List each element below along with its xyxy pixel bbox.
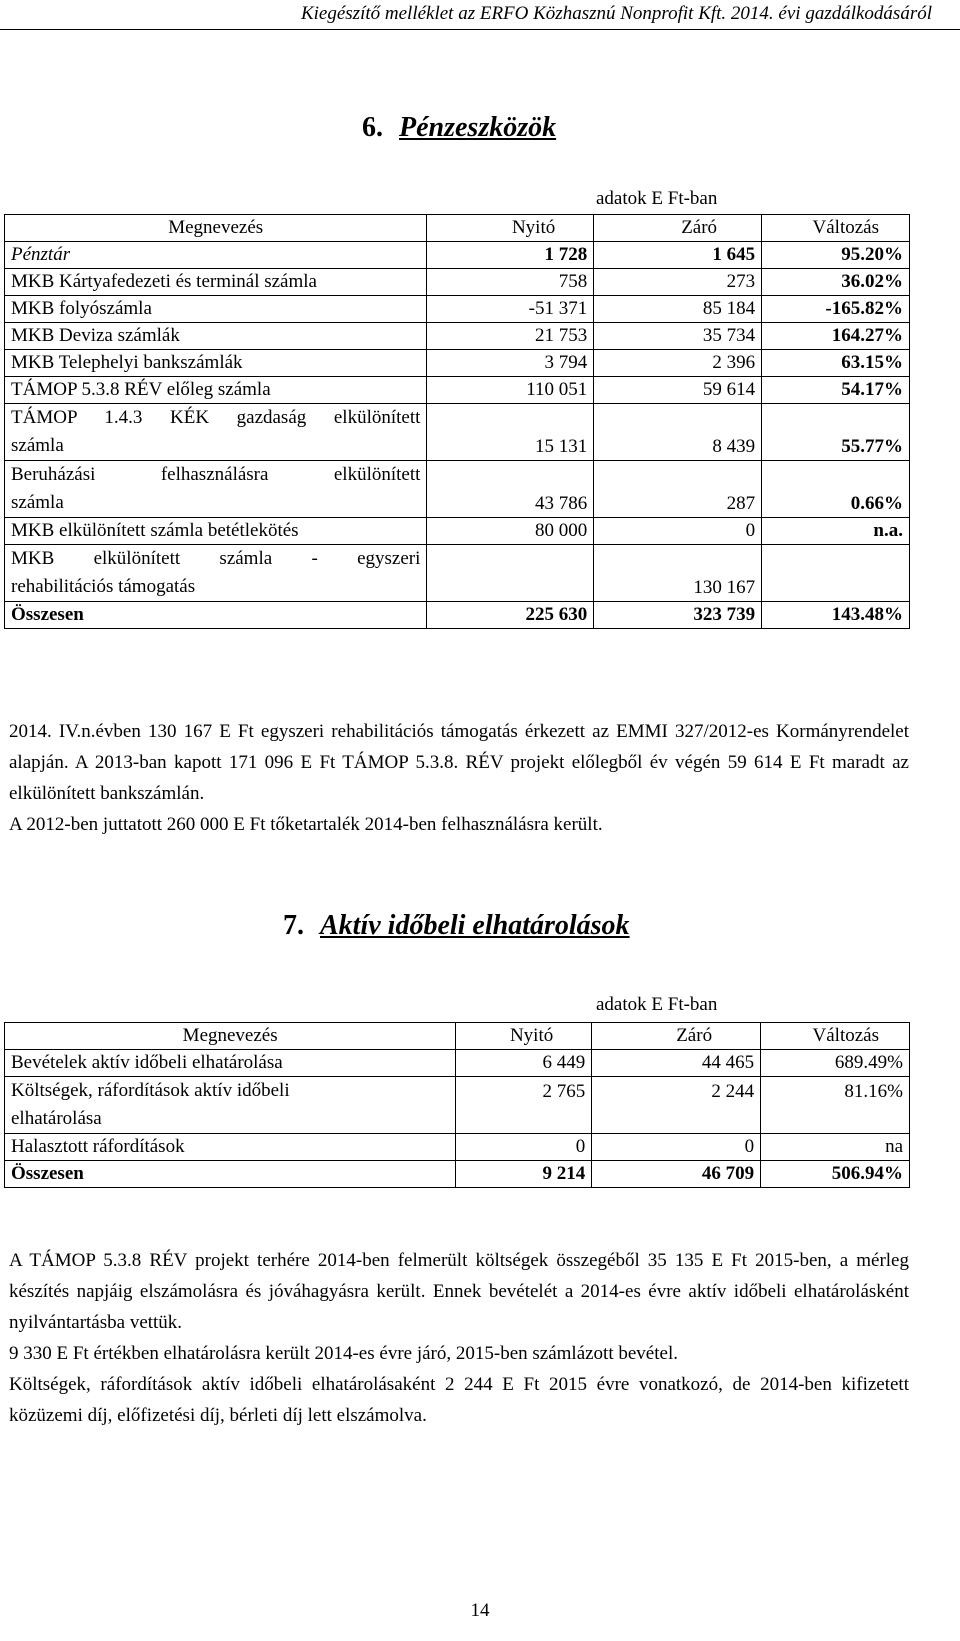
row-change: -165.82% — [762, 296, 910, 323]
table-header-row — [5, 215, 910, 242]
row-name-line1: Beruházási felhasználásra elkülönített — [11, 464, 421, 485]
table-row — [5, 518, 910, 545]
row-name: Halasztott ráfordítások — [5, 1134, 456, 1161]
section-6-note-2: A 2012-ben juttatott 260 000 E Ft tőketartalék 2014-ben felhasználásra került. — [9, 814, 603, 835]
table-total-row — [5, 1161, 910, 1188]
row-name-line1: Költségek, ráfordítások aktív időbeli — [11, 1080, 290, 1101]
row-close: 0 — [594, 518, 762, 545]
row-open: 6 449 — [456, 1050, 592, 1077]
table-row — [5, 323, 910, 350]
row-close: 85 184 — [594, 296, 762, 323]
row-close: 44 465 — [592, 1050, 761, 1077]
row-open — [427, 545, 594, 602]
row-close: 2 396 — [594, 350, 762, 377]
col-header-name: Megnevezés — [5, 1023, 456, 1050]
table-row — [5, 350, 910, 377]
row-name: MKB Deviza számlák — [5, 323, 427, 350]
row-name: Pénztár — [5, 242, 427, 269]
row-name-line1: MKB elkülönített számla - egyszeri — [11, 548, 421, 569]
table-total-row — [5, 602, 910, 629]
row-close: 273 — [594, 269, 762, 296]
row-open: -51 371 — [427, 296, 594, 323]
row-name-line2: elhatárolása — [11, 1108, 102, 1129]
page-number: 14 — [470, 1600, 490, 1621]
row-name: MKB folyószámla — [5, 296, 427, 323]
section-7-paragraph-1: A TÁMOP 5.3.8 RÉV projekt terhére 2014-ben felmerült költségek összegéből 35 135 E Ft 2015-ben, a mérleg készítés napjáig elszámolásra és jóváhagyásra került. Ennek bevételét a 2014-es évre aktív időbeli elhatárolásként nyilvántartásba vettük. — [9, 1250, 909, 1333]
total-open: 225 630 — [427, 602, 594, 629]
cash-table — [4, 214, 910, 629]
row-name: TÁMOP 5.3.8 RÉV előleg számla — [5, 377, 427, 404]
row-change: 95.20% — [762, 242, 910, 269]
accruals-table — [4, 1022, 910, 1188]
row-close: 287 — [594, 461, 762, 518]
row-change: 0.66% — [762, 461, 910, 518]
row-name — [5, 461, 427, 518]
row-change: 689.49% — [761, 1050, 910, 1077]
row-name — [5, 545, 427, 602]
col-header-close: Záró — [592, 1023, 761, 1050]
row-change: 81.16% — [761, 1077, 910, 1134]
row-open: 2 765 — [456, 1077, 592, 1134]
table-row — [5, 545, 910, 602]
row-name: Bevételek aktív időbeli elhatárolása — [5, 1050, 456, 1077]
page-header — [0, 0, 960, 30]
table-row — [5, 404, 910, 461]
row-name-line2: számla — [11, 492, 64, 513]
row-change: 63.15% — [762, 350, 910, 377]
section-7-heading: Aktív időbeli elhatárolások — [320, 910, 630, 941]
row-name: MKB Telephelyi bankszámlák — [5, 350, 427, 377]
table-row — [5, 269, 910, 296]
col-header-open: Nyitó — [456, 1023, 592, 1050]
row-change: na — [761, 1134, 910, 1161]
section-7-title — [283, 910, 630, 942]
section-6-unit: adatok E Ft-ban — [596, 188, 718, 209]
row-open: 80 000 — [427, 518, 594, 545]
row-name-line2: számla — [11, 435, 64, 456]
table-row — [5, 461, 910, 518]
row-open: 758 — [427, 269, 594, 296]
row-close: 8 439 — [594, 404, 762, 461]
row-open: 43 786 — [427, 461, 594, 518]
col-header-close: Záró — [594, 215, 762, 242]
row-open: 110 051 — [427, 377, 594, 404]
row-close: 59 614 — [594, 377, 762, 404]
row-change: 55.77% — [762, 404, 910, 461]
row-close: 2 244 — [592, 1077, 761, 1134]
section-6-note: 2014. IV.n.évben 130 167 E Ft egyszeri rehabilitációs támogatás érkezett az EMMI 327/2012-es Kormányrendelet alapján. A 2013-ban kapott 171 096 E Ft TÁMOP 5.3.8. RÉV projekt előlegből év végén 59 614 E Ft maradt az elkülönített bankszámlán. — [9, 721, 909, 804]
row-close: 1 645 — [594, 242, 762, 269]
section-7-paragraph-2: 9 330 E Ft értékben elhatárolásra került 2014-es évre járó, 2015-ben számlázott bevétel. — [9, 1343, 678, 1364]
total-name: Összesen — [5, 602, 427, 629]
row-name: MKB Kártyafedezeti és terminál számla — [5, 269, 427, 296]
table-row — [5, 242, 910, 269]
row-close: 130 167 — [594, 545, 762, 602]
table-row — [5, 1134, 910, 1161]
row-open: 21 753 — [427, 323, 594, 350]
row-change — [762, 545, 910, 602]
table-row — [5, 377, 910, 404]
section-7-unit: adatok E Ft-ban — [596, 994, 718, 1015]
row-change: 164.27% — [762, 323, 910, 350]
row-name-line2: rehabilitációs támogatás — [11, 576, 196, 597]
section-6-number: 6. — [362, 112, 383, 143]
total-close: 323 739 — [594, 602, 762, 629]
total-name: Összesen — [5, 1161, 456, 1188]
row-close: 35 734 — [594, 323, 762, 350]
row-open: 0 — [456, 1134, 592, 1161]
table-row — [5, 1050, 910, 1077]
row-change: 54.17% — [762, 377, 910, 404]
total-change: 506.94% — [761, 1161, 910, 1188]
col-header-open: Nyitó — [427, 215, 594, 242]
page-header-text: Kiegészítő melléklet az ERFO Közhasznú Nonprofit Kft. 2014. évi gazdálkodásáról — [300, 3, 932, 24]
row-open: 1 728 — [427, 242, 594, 269]
table-header-row — [5, 1023, 910, 1050]
table-row — [5, 1077, 910, 1134]
section-6-heading: Pénzeszközök — [399, 112, 557, 143]
section-7-number: 7. — [283, 910, 304, 941]
total-open: 9 214 — [456, 1161, 592, 1188]
row-close: 0 — [592, 1134, 761, 1161]
col-header-change: Változás — [762, 215, 910, 242]
total-change: 143.48% — [762, 602, 910, 629]
total-close: 46 709 — [592, 1161, 761, 1188]
row-open: 15 131 — [427, 404, 594, 461]
col-header-change: Változás — [761, 1023, 910, 1050]
row-change: n.a. — [762, 518, 910, 545]
table-row — [5, 296, 910, 323]
row-name: MKB elkülönített számla betétlekötés — [5, 518, 427, 545]
row-name — [5, 404, 427, 461]
row-change: 36.02% — [762, 269, 910, 296]
row-open: 3 794 — [427, 350, 594, 377]
row-name-line1: TÁMOP 1.4.3 KÉK gazdaság elkülönített — [11, 407, 421, 428]
row-name — [5, 1077, 456, 1134]
col-header-name: Megnevezés — [5, 215, 427, 242]
section-6-title — [362, 112, 556, 144]
section-7-paragraph-3: Költségek, ráfordítások aktív időbeli elhatárolásaként 2 244 E Ft 2015 évre vonatkozó, de 2014-ben kifizetett közüzemi díj, előfizetési díj, bérleti díj lett elszámolva. — [9, 1374, 909, 1426]
